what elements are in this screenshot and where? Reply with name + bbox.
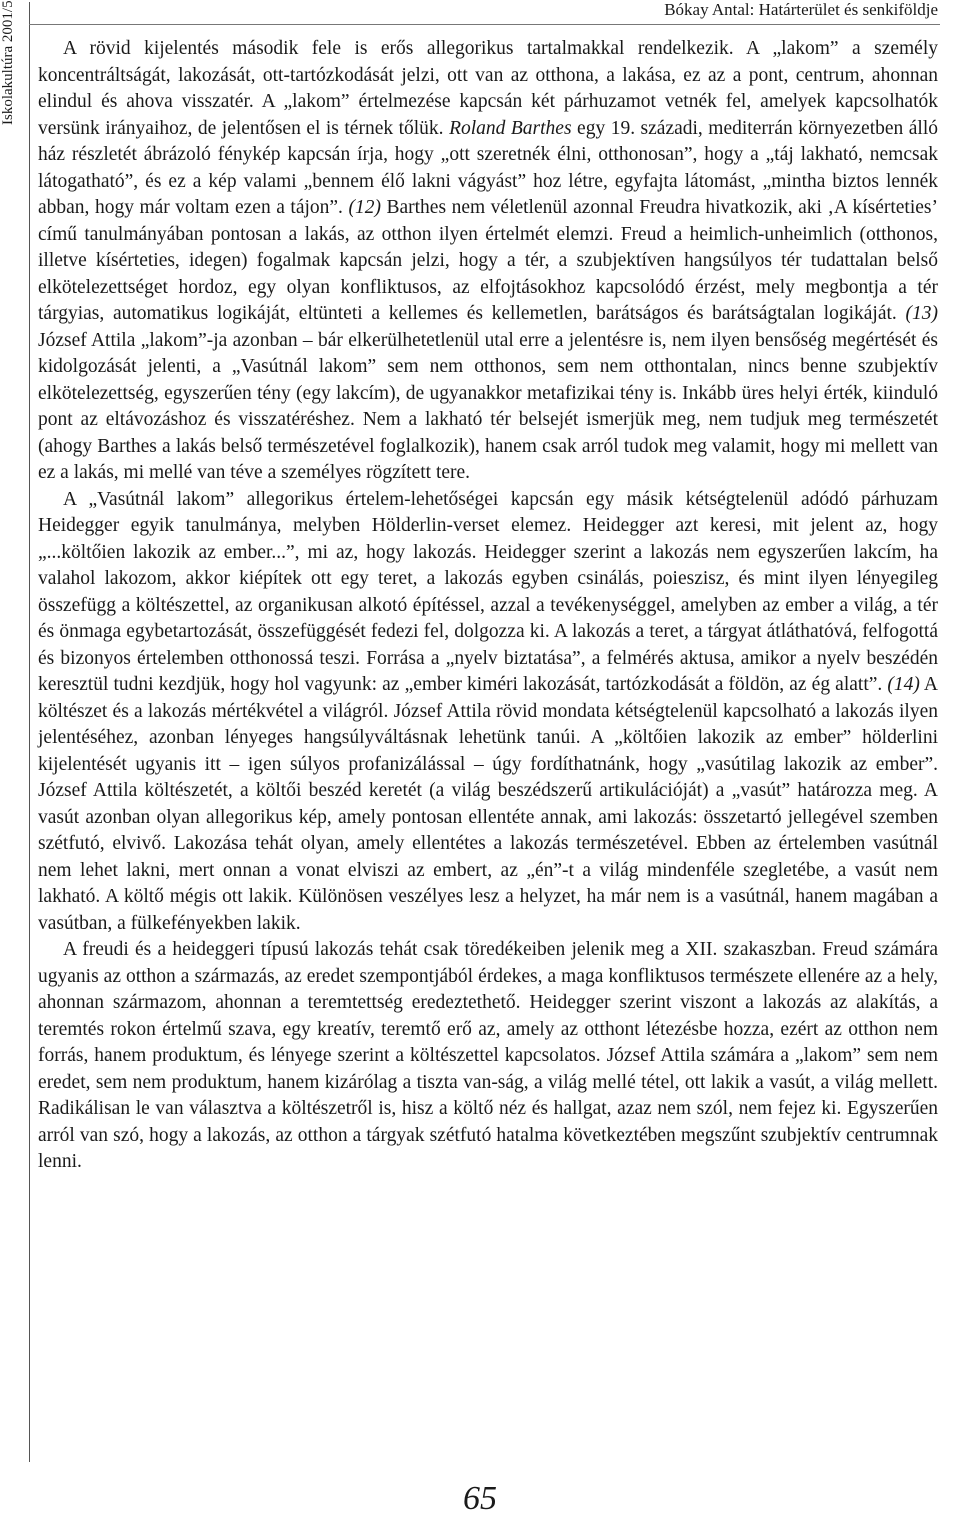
paragraph-2-part-1: A „Vasútnál lakom” allegorikus értelem-lehetőségei kapcsán egy másik kétségtelenül adódó párhuzam Heidegger egyik tanulmánya, melyben Hölderlin-verset elemez. Heidegger azt keresi, mit jelent az, hogy „...költőien lakozik az ember...”, mi az, hogy lakozás. Heidegger szerint a lakozás nem egyszerűen lakcím, ha valahol lakozom, akkor kiépítek ott egy teret, a lakozás egyben csinálás, poieszisz, és mint ilyen lényegileg összefügg a költészettel, az organikusan alkotó építéssel, azzal a tevékenységgel, amelyben az ember a világ, a tér és önmaga egybetartozását, összefüggését fedezi fel, dolgozza ki. A lakozás a teret, a tárgyat átláthatóvá, felfogottá és bizonyos értelemben otthonossá teszi. Forrása a „nyelv biztatása”, a felmérés aktusa, amikor a nyelv beszédén keresztül tudni kezdjük, hogy hol vagyunk: az „ember kiméri lakozását, tartózkodását a földön, az ég alatt”. xyxy=(38,488,938,695)
paragraph-1-part-4: József Attila „lakom”-ja azonban – bár elkerülhetetlenül utal erre a jelentésre is, nem ilyen bensőség megértését és kidolgozását jelenti, a „Vasútnál lakom” sem nem otthonos, sem nem otthontalan, nincs benne szubjektív elkötelezettség, egyszerűen tény (egy lakcím), de ugyanakkor metafizikai tény is. Inkább üres helyi érték, kiinduló pont az eltávozáshoz és visszatéréshez. Nem a lakható tér belsejét ismerjük meg, nem tudjuk meg természetét (ahogy Barthes a lakás belső természetével foglalkozik), hanem csak arról tudok meg valamit, hogy mi mellett van ez a lakás, mi mellé van téve a személyes rögzített tere. xyxy=(38,329,938,483)
paragraph-1-part-3: Barthes nem véletlenül azonnal Freudra hivatkozik, aki ‚A kísérteties’ című tanulmányában pontosan a lakás, az otthon ilyen értelmét elemzi. Freud a heimlich-unheimlich (otthonos, illetve kísérteties, idegen) fogalmak kapcsán jelzi, hogy a tér, a szubjektíven hangsúlyos tér tudattalan belső elkötelezettséget hordoz, egy olyan konfliktusos, az elfojtásokhoz kapcsolódó érzést, mely megbontja a tér tárgyias, automatikus logikáját, eltünteti a kellemes és kellemetlen, barátságos és barátságtalan logikáját. xyxy=(38,197,939,324)
journal-side-label: Iskolakultúra 2001/5 xyxy=(0,0,16,125)
running-header: Bókay Antal: Határterület és senkiföldje xyxy=(664,0,938,19)
paragraph-3: A freudi és a heideggeri típusú lakozás tehát csak töredékeiben jelenik meg a XII. szakaszban. Freud számára ugyanis az otthon a származás, az eredet szempontjából érdekes, a maga konfliktusos természete ellenére az a hely, ahonnan származom, ahonnan a teremtettség eredeztethető. Heidegger szerint viszont a lakozás az alakítás, a teremtés rokon értelmű szava, egy kreatív, teremtő erő az, amely az otthont létezésbe hozza, ezért az otthon nem forrás, hanem produktum, és lényege szerint a költészettel kapcsolatos. József Attila számára a „lakom” sem nem eredet, sem nem produktum, hanem kizárólag a tiszta van-ság, a világ mellé tétel, ott lakik a vasút, a világ mellett. Radikálisan le van választva a költészetről is, hisz a költő néz és hallgat, azaz nem szól, nem fejez ki. Egyszerűen arról van szó, hogy a lakozás, az otthon a tárgyak szétfutó hatalma következtében megszűnt szubjektív centrumnak lenni. xyxy=(38,939,938,1172)
paragraph-2 xyxy=(38,487,938,938)
header-divider xyxy=(29,24,940,25)
body-text xyxy=(38,36,938,1176)
footnote-ref-14: (14) xyxy=(887,674,920,695)
side-divider xyxy=(29,2,30,1462)
paragraph-2-part-2: A költészet és a lakozás mértékvétel a világról. József Attila rövid mondata kétségtelenül kapcsolható a lakozás ilyen jelentéséhez, azonban lényeges hangsúlyváltásnak lehetünk tanúi. A „költőien lakozik az ember” hölderlini kijelentését ugyanis itt – igen súlyos profanizálással – úgy fordíthatnánk, hogy „vasútilag lakozik az ember”. József Attila költészetét, a költői beszéd keretét (a világ beszédszerű artikulációját) a „vasút” határozza meg. A vasút azonban olyan allegorikus kép, amely pontosan ellentéte annak, ami lakozás: összetartó jellegével szemben szétfutó, elvivő. Lakozása tehát olyan, amely ellentétes a lakozás természetével. Ebben az értelemben vasútnál nem lehet lakni, mert onnan a vonat elviszi az embert, az „én”-t a világ mindenféle szegletébe, a vasút nem lakható. A költő mégis ott lakik. Különösen veszélyes lesz a helyzet, ha már nem is a vasútnál, hanem magában a vasútban, a fülkefényekben lakik. xyxy=(38,674,938,934)
page-number: 65 xyxy=(463,1480,497,1517)
paragraph-1-part-1: A rövid kijelentés második fele is erős allegorikus tartalmakkal rendelkezik. A „lakom” a személy koncentráltságát, lakozását, ott-tartózkodását jelzi, ott van az otthona, a lakása, ez az a pont, centrum, ahonnan elindul és ahova visszatér. A „lakom” értelmezése kapcsán két párhuzamot vetnék fel, amelyek kapcsolhatók versünk irányaihoz, de jelentősen el is térnek tőlük. xyxy=(38,38,938,139)
footnote-ref-13: (13) xyxy=(905,303,938,324)
paragraph-1-part-2: egy 19. századi, mediterrán környezetben álló ház részletét ábrázoló fénykép kapcsán írja, hogy „ott szeretnék élni, otthonosan”, hogy a „táj lakható, nemcsak látogatható”, és ez a kép valami „bennem élő lakni vágyást” hoz létre, egyfajta látomást, „mintha biztos lennék abban, hogy már voltam ezen a tájon”. xyxy=(38,117,939,218)
footnote-ref-12: (12) xyxy=(348,197,381,218)
barthes-name: Roland Barthes xyxy=(449,117,572,139)
paragraph-1 xyxy=(38,36,938,487)
